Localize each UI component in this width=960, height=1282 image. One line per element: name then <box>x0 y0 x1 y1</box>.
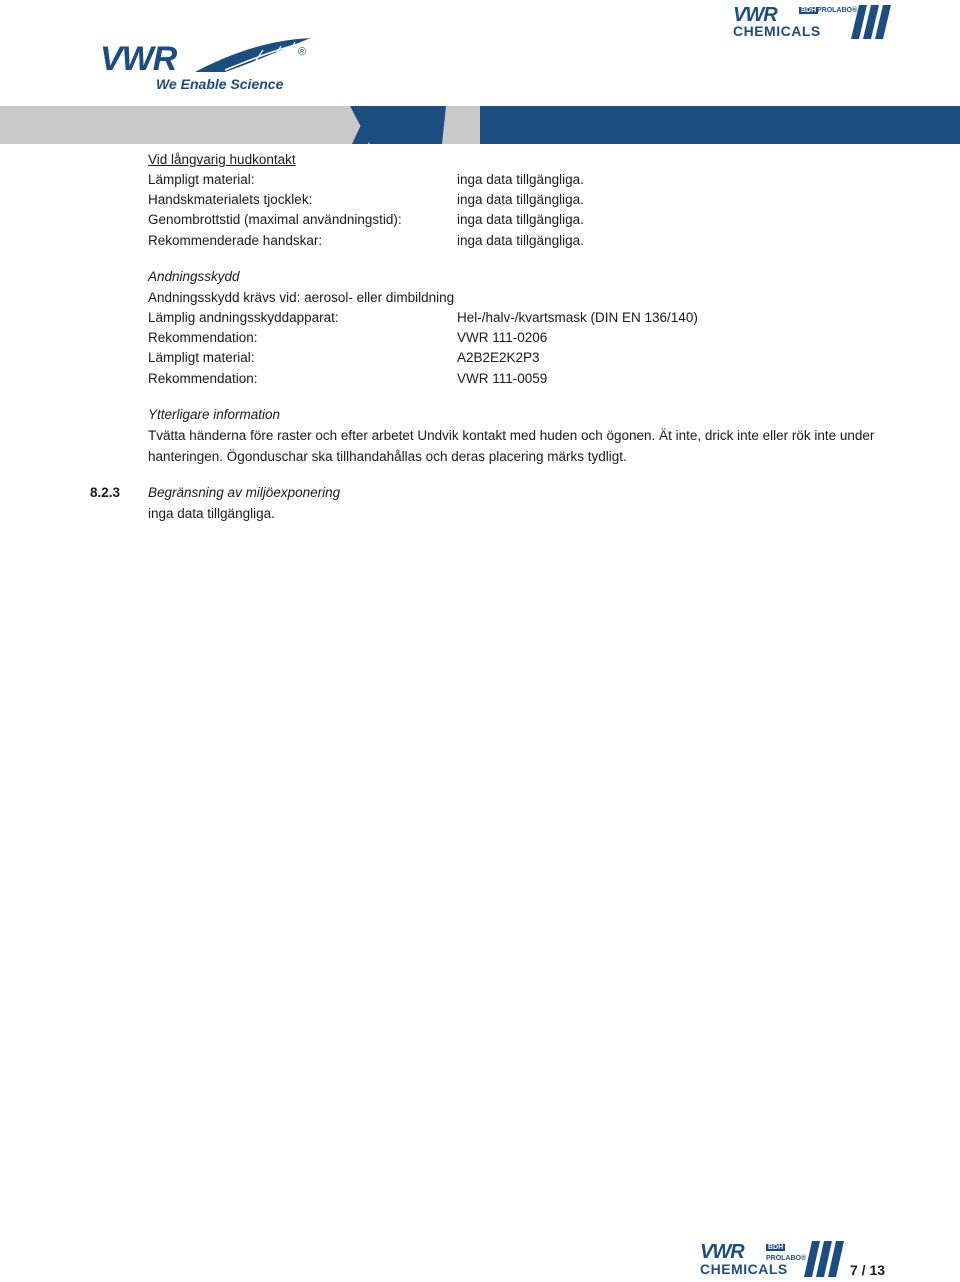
logo-right-badge: BDH <box>801 7 817 14</box>
logo-right-sub: CHEMICALS <box>733 23 821 39</box>
skin-row-value: inga data tillgängliga. <box>457 233 584 248</box>
respiratory-row-label: Rekommendation: <box>148 371 258 386</box>
respiratory-row-value: VWR 111-0206 <box>457 330 548 345</box>
section-value: inga data tillgängliga. <box>148 506 275 521</box>
page-number: 7 / 13 <box>850 1262 886 1278</box>
skin-row-value: inga data tillgängliga. <box>457 212 584 227</box>
skin-heading: Vid långvarig hudkontakt <box>148 152 296 167</box>
header-band-wave-icon <box>330 106 480 144</box>
respiratory-required: Andningsskydd krävs vid: aerosol- eller dimbildning <box>148 290 455 305</box>
respiratory-heading: Andningsskydd <box>148 269 240 284</box>
respiratory-row-label: Lämplig andningsskyddapparat: <box>148 310 339 325</box>
logo-left-tagline: We Enable Science <box>156 76 284 92</box>
footer-logo <box>700 1241 845 1279</box>
skin-row-label: Handskmaterialets tjocklek: <box>148 192 313 207</box>
logo-right-brand: VWR <box>733 4 777 26</box>
footer-logo-sub: CHEMICALS <box>700 1261 788 1277</box>
additional-line-2: hanteringen. Ögonduschar ska tillhandahållas och deras placering märks tydligt. <box>148 449 627 464</box>
header-logo-left <box>100 36 315 96</box>
respiratory-row-label: Lämpligt material: <box>148 350 255 365</box>
section-title: Begränsning av miljöexponering <box>148 485 341 500</box>
skin-row-label: Lämpligt material: <box>148 172 255 187</box>
respiratory-row-value: VWR 111-0059 <box>457 371 548 386</box>
footer-logo-badge: BDH <box>768 1244 784 1251</box>
skin-row-value: inga data tillgängliga. <box>457 192 584 207</box>
header-logo-right <box>733 5 893 41</box>
footer-stripes-icon <box>804 1241 844 1277</box>
footer-logo-prolabo: PROLABO® <box>766 1255 807 1262</box>
respiratory-row-label: Rekommendation: <box>148 330 258 345</box>
section-number: 8.2.3 <box>90 485 121 500</box>
additional-line-1: Tvätta händerna före raster och efter arbetet Undvik kontakt med huden och ögonen. Ät inte, drick inte eller rök inte under <box>148 428 875 443</box>
skin-row-label: Rekommenderade handskar: <box>148 233 323 248</box>
stripes-icon <box>851 5 891 39</box>
logo-left-registered: ® <box>298 46 307 58</box>
footer-logo-brand: VWR <box>700 1241 744 1263</box>
logo-right-prolabo: PROLABO® <box>817 7 858 14</box>
header-band <box>0 106 960 144</box>
respiratory-row-value: Hel-/halv-/kvartsmask (DIN EN 136/140) <box>457 310 698 325</box>
skin-row-value: inga data tillgängliga. <box>457 172 584 187</box>
respiratory-row-value: A2B2E2K2P3 <box>457 350 540 365</box>
additional-heading: Ytterligare information <box>148 407 281 422</box>
logo-left-brand: VWR <box>100 40 177 78</box>
skin-row-label: Genombrottstid (maximal användningstid): <box>148 212 402 227</box>
